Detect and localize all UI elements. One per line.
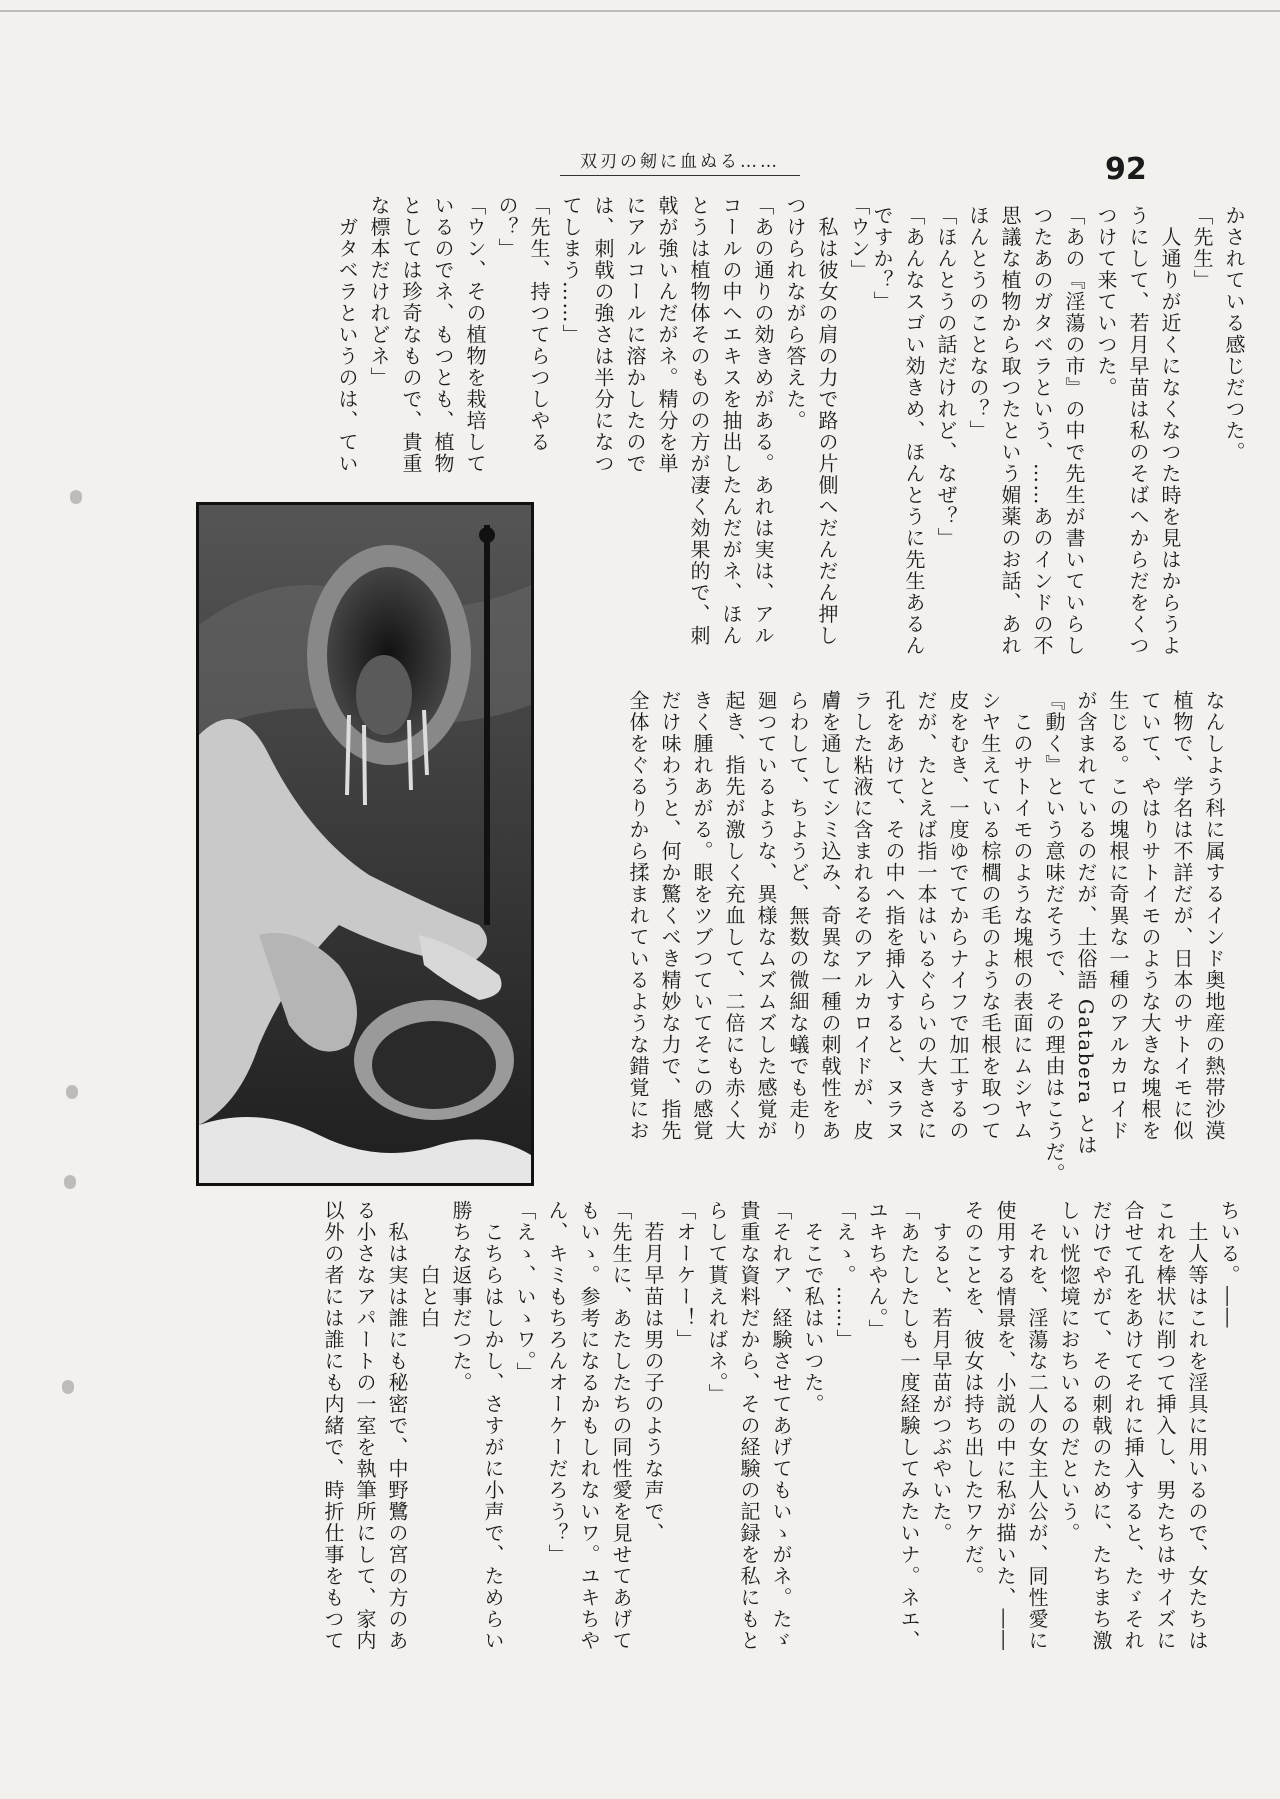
top-border — [0, 10, 1280, 12]
punch-hole-mark — [66, 1085, 78, 1099]
text-column-bottom: ちいる。―― 土人等はこれを淫具に用いるので、女たちは これを棒状に削つて挿入し、男たちはサイズに 合せて孔をあけてそれに挿入すると、たゞそれ だけでやがて、その刺戟のために、たちまち激 しい恍惚境におちいるのだという。 それを、淫蕩な二人の女主人公が、同性愛に 使用する情景を、小説の中に私が描いた、―― そのことを、彼女は持ち出したワケだ。 すると、若月早苗がつぶやいた。 「あたしたしも一度経験してみたいナ。ネエ、 ユキちやん。」 「えゝ。……」 そこで私はいつた。 「それア、経験させてあげてもいゝがネ。たゞ 貴重な資料だから、その経験の記録を私にもと らして貰えればネ。」 「オーケー！」 若月早苗は男の子のような声で、 「先生に、あたしたちの同性愛を見せてあげて もいゝ。参考になるかもしれないワ。ユキちや ん、キミもちろんオーケーだろう？」 「えゝ、いゝワ。」 こちらはしかし、さすがに小声で、ためらい 勝ちな返事だつた。 白と白 私は実は誰にも秘密で、中野鷺の宮の方のあ る小さなアパートの一室を執筆所にして、家内 以外の者には誰にも内緒で、時折仕事をもつて — [321, 1200, 1241, 1652]
text-column-top-right: かされている感じだつた。 「先生」 人通りが近くになくなつた時を見はからうよ うにして、若月早苗は私のそばへからだをくつ つけて来ていつた。 「あの『淫蕩の市』の中で先生が書いていらし つたあのガタベラという、……あのインドの不 思議な植物から取つたという媚薬のお話、あれ ほんとうのことなの？」 「ほんとうの話だけれど、なぜ？」 「あんなスゴい効きめ、ほんとうに先生あるん ですか？」 — [870, 205, 1246, 657]
running-header-title: 双刃の剱に血ぬる…… — [580, 152, 780, 172]
text-column-middle: なんしよう科に属するインド奥地産の熱帯沙漠 植物で、学名は不詳だが、日本のサトイモに似 ていて、やはりサトイモのような大きな塊根を 生じる。この塊根に奇異な一種のアルカロイド が含まれているのだが、土俗語 Gatabera とは 『動く』という意味だそうで、その理由はこうだ。 このサトイモのような塊根の表面にムシヤム シヤ生えている棕櫚の毛のような毛根を取つて 皮をむき、一度ゆでてからナイフで加工するの だが、たとえば指一本はいるぐらいの大きさに 孔をあけて、その中へ指を挿入すると、ヌラヌ ラした粘液に含まれるそのアルカロイドが、皮 膚を通してシミ込み、奇異な一種の刺戟性をあ らわして、ちようど、無数の微細な蟻でも走り 廻つているような、異様なムズムズした感覚が 起き、指先が激しく充血して、二倍にも赤く大 きく腫れあがる。眼をツブつていてそこの感覚 だけ味わうと、何か驚くべき精妙な力で、指先 全体をぐるりから揉まれているような錯覚にお — [626, 690, 1226, 1185]
header-underline — [560, 175, 800, 176]
text-column-top-left: 「ウン」 私は彼女の肩の力で路の片側へだんだん押し つけられながら答えた。 「あの通りの効きめがある。あれは実は、アル コールの中へエキスを抽出したんだがネ、ほん とうは植物体そのものの方が凄く効果的で、刺 戟が強いんだがネ。精分を単 にアルコールに溶かしたので は、刺戟の強さは半分になつ てしまう……」 「先生、持つてらつしやる の？」 「ウン、その植物を栽培して いるのでネ、もつとも、植物 としては珍奇なもので、貴重 な標本だけれどネ」 ガタベラというのは、てい — [335, 195, 871, 647]
punch-hole-mark — [62, 1380, 74, 1394]
punch-hole-mark — [64, 1175, 76, 1189]
illustration — [196, 502, 534, 1186]
page-number: 92 — [1105, 152, 1147, 187]
punch-hole-mark — [70, 490, 82, 504]
illustration-drawing — [199, 505, 531, 1183]
